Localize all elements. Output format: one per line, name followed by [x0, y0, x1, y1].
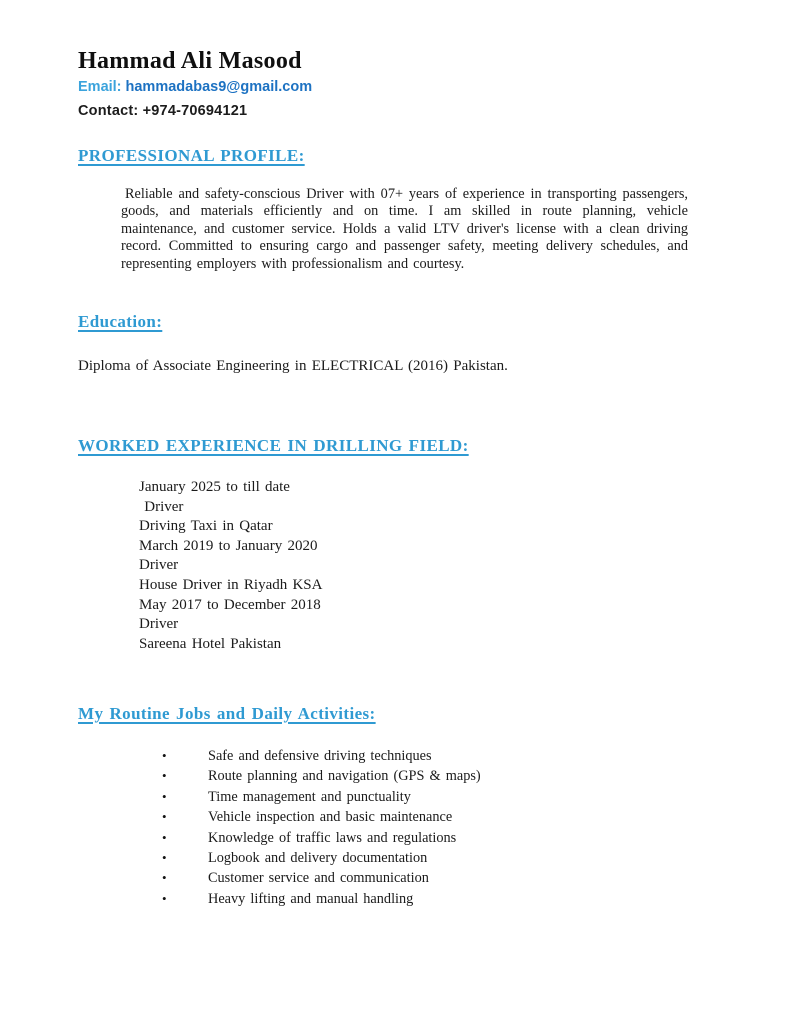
list-item-text: Safe and defensive driving techniques [208, 748, 432, 764]
experience-line: Driver [139, 557, 179, 574]
person-name: Hammad Ali Masood [78, 48, 302, 74]
bullet-icon: • [162, 788, 167, 804]
section-heading-worked-experience: WORKED EXPERIENCE IN DRILLING FIELD: [78, 436, 469, 455]
email-address: hammadabas9@gmail.com [125, 79, 313, 95]
education-text: Diploma of Associate Engineering in ELECTRICAL (2016) Pakistan. [78, 358, 508, 374]
list-item [162, 787, 481, 807]
experience-line: Driver [139, 616, 179, 633]
list-item [162, 868, 481, 888]
list-item-text: Customer service and communication [208, 870, 429, 887]
bullet-icon: • [162, 890, 167, 906]
section-heading-professional-profile: PROFESSIONAL PROFILE: [78, 146, 305, 165]
routine-activities-list [162, 746, 481, 909]
experience-lines [139, 478, 322, 654]
section-heading-education: Education: [78, 312, 163, 331]
list-item [162, 828, 481, 848]
contact-number: Contact: +974-70694121 [78, 103, 248, 119]
experience-line: March 2019 to January 2020 [139, 537, 318, 554]
section-heading-routine-jobs: My Routine Jobs and Daily Activities: [78, 704, 376, 723]
list-item-text: Logbook and delivery documentation [208, 850, 428, 867]
list-item [162, 766, 481, 786]
list-item [162, 889, 481, 909]
list-item-text: Time management and punctuality [208, 788, 411, 805]
professional-profile-text: Reliable and safety-conscious Driver with 07+ years of experience in transporting passengers, goods, and materials efficiently and on time. I am skilled in route planning, vehicle maintenance, and customer service. Holds a valid LTV driver's license with a clean driving record. Committed to ensuring cargo and passenger safety, meeting delivery schedules, and representing employers with professionalism and courtesy. [121, 186, 688, 272]
experience-line: House Driver in Riyadh KSA [139, 576, 323, 593]
experience-line: January 2025 to till date [139, 479, 290, 495]
list-item-text: Route planning and navigation (GPS & maps) [208, 768, 481, 785]
bullet-icon: • [162, 850, 167, 866]
list-item-text: Heavy lifting and manual handling [208, 890, 414, 907]
bullet-icon: • [162, 870, 167, 886]
experience-line: Sareena Hotel Pakistan [139, 635, 282, 652]
bullet-icon: • [162, 829, 167, 845]
list-item-text: Knowledge of traffic laws and regulations [208, 829, 457, 846]
list-item [162, 746, 481, 766]
list-item [162, 807, 481, 827]
list-item [162, 848, 481, 868]
experience-line: May 2017 to December 2018 [139, 596, 321, 613]
bullet-icon: • [162, 809, 167, 825]
email-line [78, 79, 312, 95]
experience-line: Driving Taxi in Qatar [139, 518, 273, 535]
list-item-text: Vehicle inspection and basic maintenance [208, 809, 453, 826]
email-label: Email: [78, 79, 122, 95]
experience-line: Driver [139, 498, 184, 515]
bullet-icon: • [162, 768, 167, 784]
bullet-icon: • [162, 748, 167, 763]
